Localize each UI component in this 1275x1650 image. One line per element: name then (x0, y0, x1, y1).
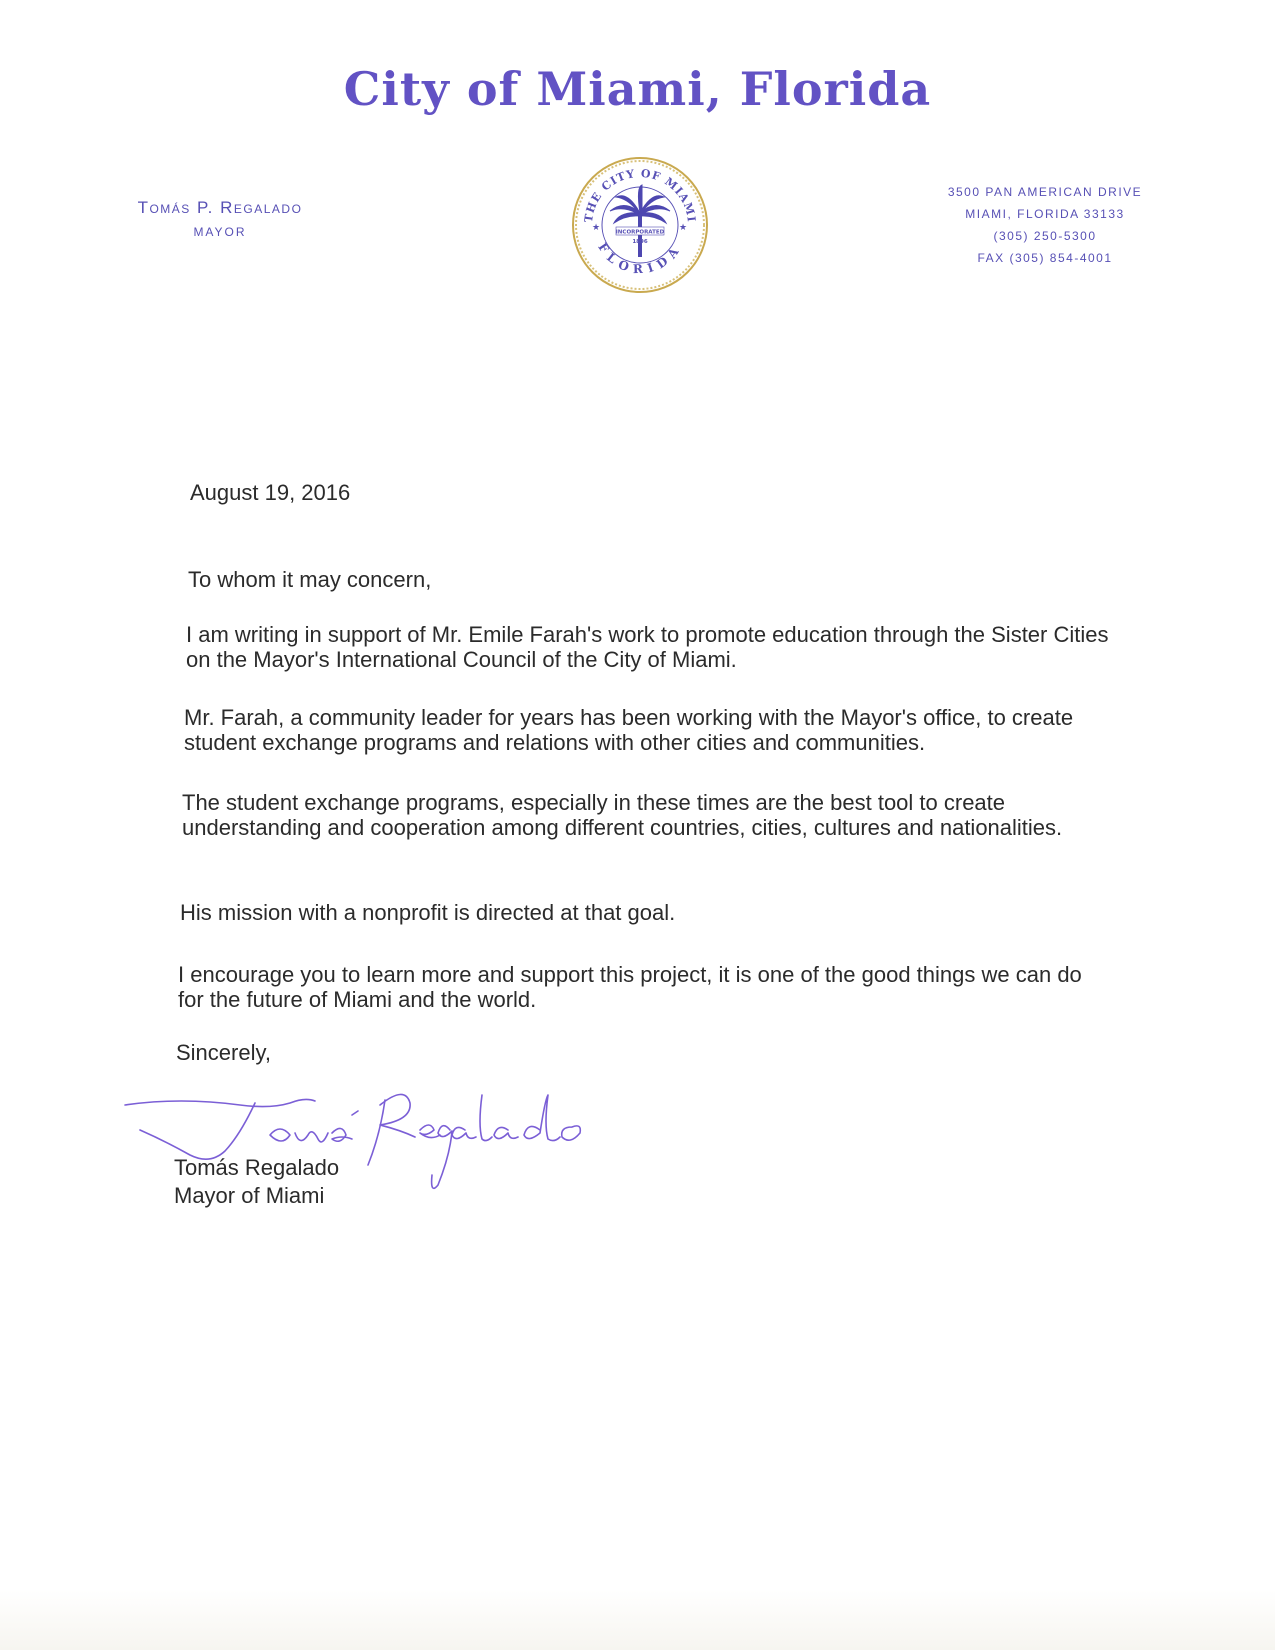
body-paragraph: I encourage you to learn more and support this project, it is one of the good things we can do for the future of Miami and the world. (178, 962, 1082, 1012)
signer-name: Tomás Regalado (174, 1155, 340, 1180)
svg-text:★: ★ (679, 222, 688, 232)
seal-top-text: THE CITY OF MIAMI (581, 166, 698, 224)
body-paragraph: Mr. Farah, a community leader for years has been working with the Mayor's office, to create student exchange programs and relations with other cities and communities. (184, 705, 1074, 755)
closing: Sincerely, (176, 1040, 271, 1065)
salutation: To whom it may concern, (188, 567, 432, 592)
palm-tree-icon (610, 185, 670, 257)
seal-bottom-text: FLORIDA (595, 240, 685, 277)
letterhead-title: City of Miami, Florida (343, 62, 932, 116)
body-paragraph: I am writing in support of Mr. Emile Farah's work to promote education through the Sister Cities on the Mayor's International Council of the City of Miami. (186, 622, 1109, 672)
signer-title: Mayor of Miami (174, 1183, 325, 1208)
address-line: MIAMI, FLORIDA 33133 (965, 207, 1125, 221)
svg-text:★: ★ (592, 222, 601, 232)
address-block (920, 181, 1170, 269)
seal-year-text: 1896 (632, 239, 648, 245)
seal-band-text: INCORPORATED (615, 229, 665, 236)
body-paragraph: His mission with a nonprofit is directed at that goal. (180, 900, 676, 925)
address-line: 3500 PAN AMERICAN DRIVE (947, 185, 1143, 199)
signature-text: Tomás Regalado (120, 1203, 127, 1204)
letter-date: August 19, 2016 (190, 480, 351, 505)
body-paragraph: The student exchange programs, especially in these times are the best tool to create understanding and cooperation among different countries, cities, cultures and nationalities. (182, 790, 1063, 840)
fax-line: FAX (305) 854-4001 (977, 251, 1113, 265)
page-bottom-edge (0, 1590, 1275, 1650)
city-seal-icon (570, 155, 710, 295)
mayor-title: MAYOR (193, 225, 247, 239)
mayor-name: Tomás P. Regalado (137, 198, 303, 217)
phone-line: (305) 250-5300 (993, 229, 1097, 243)
